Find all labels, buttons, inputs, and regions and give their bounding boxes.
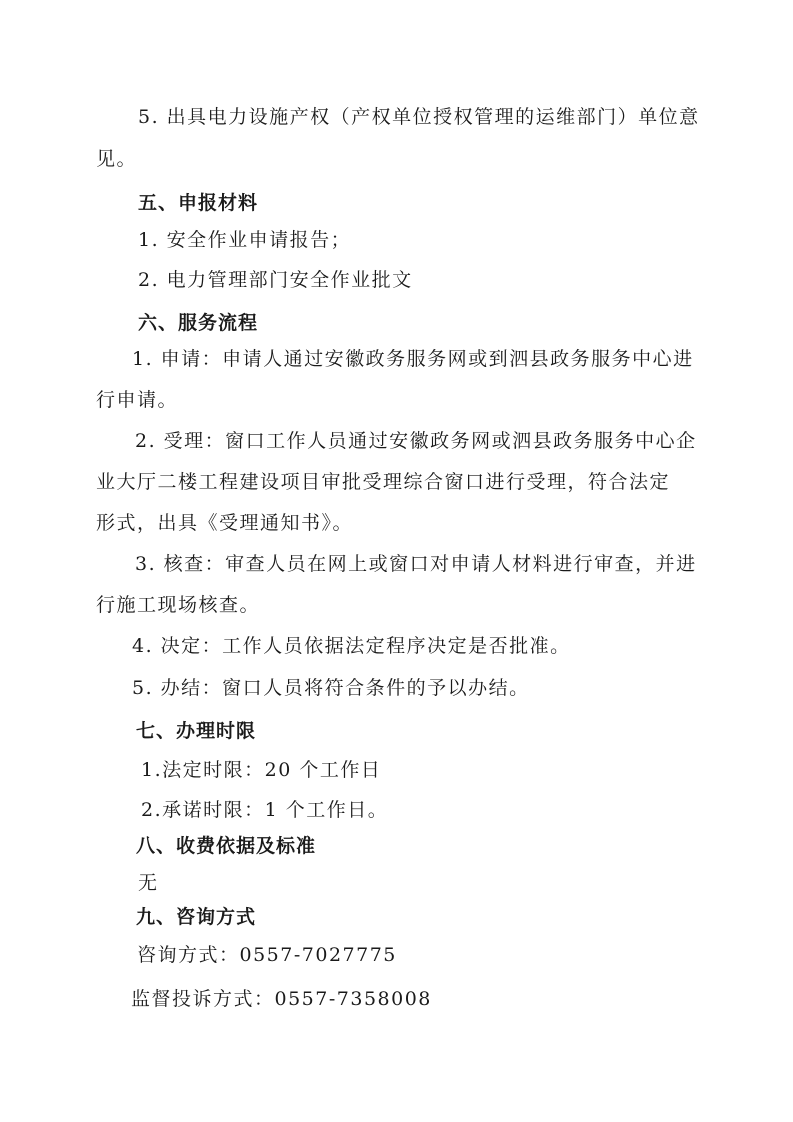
step-4: 4. 决定：工作人员依据法定程序决定是否批准。 (132, 635, 571, 657)
item-5-line-2: 见。 (96, 148, 138, 170)
fee-content: 无 (138, 872, 159, 894)
complaint-phone: 监督投诉方式：0557-7358008 (131, 988, 432, 1010)
section-6-heading: 六、服务流程 (138, 312, 259, 334)
time-limit-legal: 1.法定时限：20 个工作日 (141, 759, 382, 781)
section-9-heading: 九、咨询方式 (136, 906, 257, 928)
section-5-heading: 五、申报材料 (138, 192, 259, 214)
time-limit-promised: 2.承诺时限：1 个工作日。 (141, 799, 389, 821)
step-2-line-2: 业大厅二楼工程建设项目审批受理综合窗口进行受理，符合法定 (96, 471, 671, 493)
section-8-heading: 八、收费依据及标准 (136, 835, 317, 857)
section-7-heading: 七、办理时限 (136, 720, 257, 742)
step-3-line-2: 行施工现场核查。 (96, 594, 261, 616)
step-2-line-1: 2. 受理：窗口工作人员通过安徽政务网或泗县政务服务中心企 (135, 430, 697, 452)
item-5-line-1: 5. 出具电力设施产权（产权单位授权管理的运维部门）单位意 (138, 106, 700, 128)
consult-phone: 咨询方式：0557-7027775 (137, 944, 397, 966)
step-2-line-3: 形式，出具《受理通知书》。 (96, 512, 354, 534)
section-5-item-2: 2. 电力管理部门安全作业批文 (138, 269, 413, 291)
step-1-line-1: 1. 申请：申请人通过安徽政务服务网或到泗县政务服务中心进 (132, 348, 694, 370)
step-1-line-2: 行申请。 (96, 389, 179, 411)
step-5: 5. 办结：窗口人员将符合条件的予以办结。 (132, 677, 530, 699)
section-5-item-1: 1. 安全作业申请报告； (138, 229, 352, 251)
step-3-line-1: 3. 核查：审查人员在网上或窗口对申请人材料进行审查，并进 (135, 553, 697, 575)
